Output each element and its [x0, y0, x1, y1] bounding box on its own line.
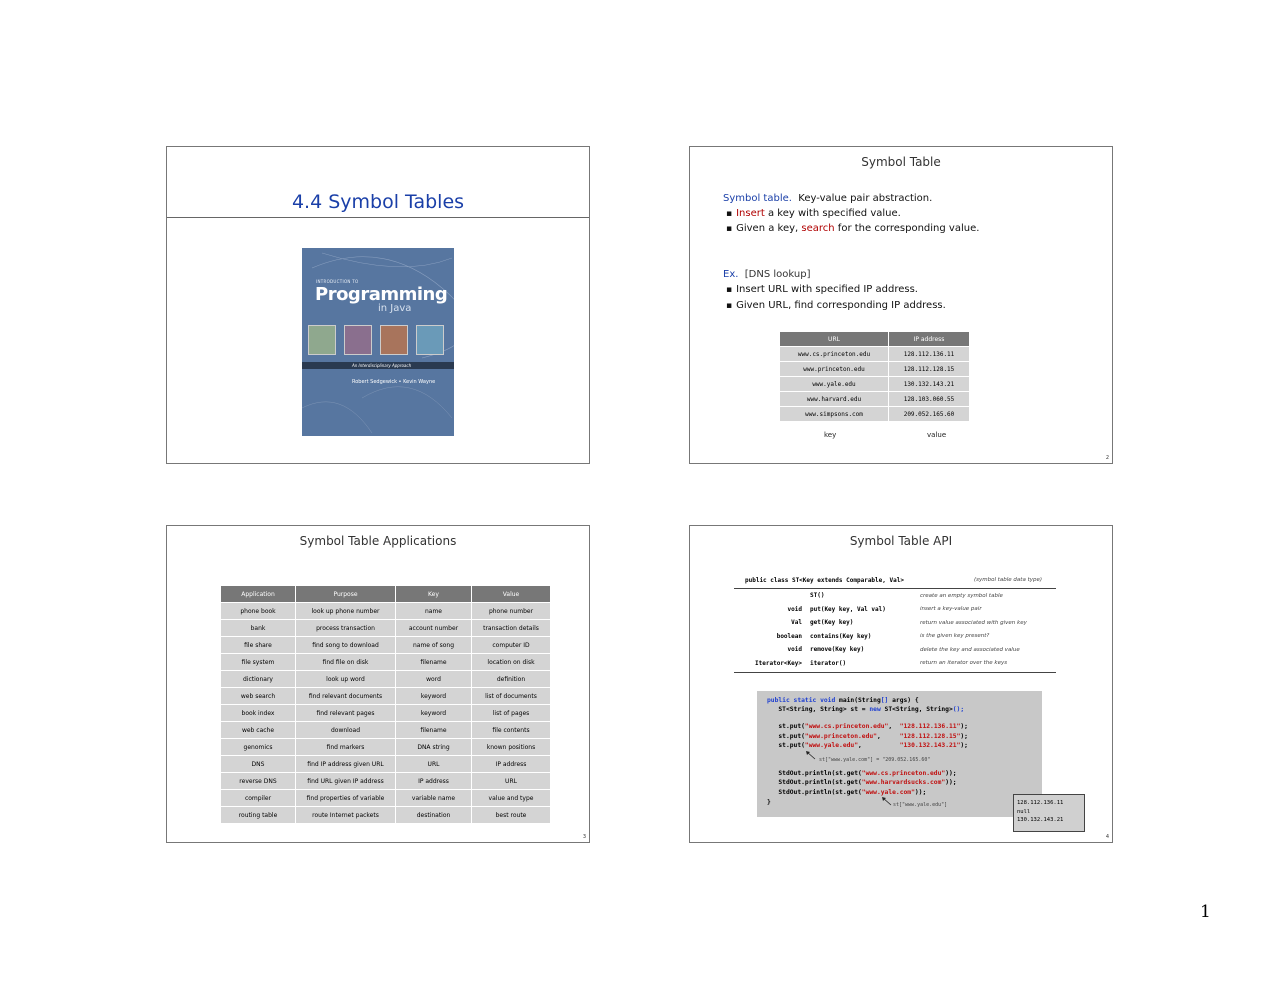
- table-row: [780, 407, 969, 421]
- title-divider: [167, 217, 589, 218]
- table-header-row: [221, 586, 550, 602]
- slide-4: [689, 525, 1113, 843]
- cover-tile-2: [344, 325, 372, 355]
- table-cell: IP address: [396, 773, 471, 789]
- table-cell: web cache: [221, 722, 295, 738]
- definition-label: Symbol table.: [723, 193, 792, 204]
- example-text: [DNS lookup]: [744, 269, 811, 280]
- definition-line: [723, 193, 932, 204]
- slide-3-title: Symbol Table Applications: [299, 534, 457, 548]
- table-cell: routing table: [221, 807, 295, 823]
- table-header: Key: [396, 586, 471, 602]
- table-cell: find song to download: [296, 637, 395, 653]
- table-cell: process transaction: [296, 620, 395, 636]
- table-cell: list of pages: [472, 705, 550, 721]
- slide-number: 3: [582, 834, 586, 840]
- method-signature: get(Key key): [810, 619, 854, 626]
- table-cell: find relevant documents: [296, 688, 395, 704]
- table-row: [221, 756, 550, 772]
- cover-tile-4: [416, 325, 444, 355]
- table-cell: bank: [221, 620, 295, 636]
- table-row: [221, 739, 550, 755]
- table-header: Value: [472, 586, 550, 602]
- table-cell: known positions: [472, 739, 550, 755]
- table-cell: download: [296, 722, 395, 738]
- code-line: StdOut.println(st.get("www.cs.princeton.edu"));: [767, 770, 957, 777]
- url-cell: www.cs.princeton.edu: [780, 347, 888, 361]
- search-rest: for the corresponding value.: [834, 223, 980, 234]
- table-cell: filename: [396, 722, 471, 738]
- key-label: key: [824, 431, 837, 439]
- table-header-row: [780, 332, 969, 346]
- table-cell: find file on disk: [296, 654, 395, 670]
- table-cell: name of song: [396, 637, 471, 653]
- bullet-search: ▪ Given a key, search for the corresponding value.: [726, 223, 980, 234]
- table-cell: DNA string: [396, 739, 471, 755]
- ip-cell: 128.112.136.11: [889, 347, 969, 361]
- table-row: [221, 671, 550, 687]
- method-signature: remove(Key key): [810, 646, 865, 653]
- table-cell: name: [396, 603, 471, 619]
- table-cell: dictionary: [221, 671, 295, 687]
- table-row: [221, 705, 550, 721]
- table-cell: computer ID: [472, 637, 550, 653]
- ip-cell: 130.132.143.21: [889, 377, 969, 391]
- code-block: [757, 691, 1042, 817]
- method-description: delete the key and associated value: [920, 646, 1020, 653]
- code-line: st.put("www.cs.princeton.edu", "128.112.136.11");: [767, 723, 968, 730]
- method-description: return an iterator over the keys: [920, 660, 1008, 666]
- url-cell: www.simpsons.com: [780, 407, 888, 421]
- method-return-type: Iterator<Key>: [755, 659, 802, 667]
- method-return-type: void: [787, 646, 802, 653]
- insert-rest: a key with specified value.: [764, 208, 901, 219]
- table-cell: keyword: [396, 705, 471, 721]
- search-pre: Given a key,: [736, 223, 802, 234]
- slide-1-title: 4.4 Symbol Tables: [291, 191, 465, 213]
- dns-table: [779, 331, 970, 422]
- table-header: Application: [221, 586, 295, 602]
- cover-subtitle: in Java: [378, 303, 412, 314]
- example-bullet-2: ▪ Given URL, find corresponding IP address.: [726, 300, 946, 311]
- table-row: [780, 362, 969, 376]
- table-cell: find IP address given URL: [296, 756, 395, 772]
- method-description: insert a key-value pair: [920, 606, 982, 612]
- table-row: [780, 377, 969, 391]
- table-header: Purpose: [296, 586, 395, 602]
- table-cell: find URL given IP address: [296, 773, 395, 789]
- page-number: 1: [1200, 902, 1211, 922]
- table-cell: find properties of variable: [296, 790, 395, 806]
- cover-authors: Robert Sedgewick • Kevin Wayne: [352, 379, 436, 385]
- slide-2: [689, 146, 1113, 464]
- slide-2-title: Symbol Table: [861, 155, 941, 169]
- slide-4-title: Symbol Table API: [849, 534, 953, 548]
- method-description: return value associated with given key: [920, 619, 1027, 626]
- applications-table: [220, 585, 551, 824]
- cover-title: Programming: [315, 284, 448, 305]
- table-cell: best route: [472, 807, 550, 823]
- cover-tile-1: [308, 325, 336, 355]
- code-line: st.put("www.princeton.edu", "128.112.128.15");: [767, 733, 968, 740]
- cover-intro: INTRODUCTION TO: [316, 279, 359, 284]
- code-line: public static void main(String[] args) {: [767, 697, 919, 704]
- table-cell: IP address: [472, 756, 550, 772]
- slide-number: 4: [1105, 834, 1109, 840]
- table-cell: find relevant pages: [296, 705, 395, 721]
- slide-1: [166, 146, 590, 464]
- example-label: Ex.: [723, 269, 739, 280]
- table-row: [221, 688, 550, 704]
- code-annotation-put: st["www.yale.com"] = "209.052.165.60": [819, 757, 931, 763]
- code-line: ST<String, String> st = new ST<String, String>();: [767, 706, 965, 713]
- api-divider-top: [734, 588, 1056, 589]
- table-row: [780, 347, 969, 361]
- table-cell: URL: [472, 773, 550, 789]
- book-cover: [302, 248, 454, 436]
- example-bullet-1: ▪ Insert URL with specified IP address.: [726, 284, 918, 295]
- slide-3: [166, 525, 590, 843]
- method-return-type: void: [787, 605, 802, 613]
- method-signature: ST(): [810, 592, 825, 599]
- table-row: [221, 773, 550, 789]
- url-cell: www.harvard.edu: [780, 392, 888, 406]
- value-label: value: [927, 431, 947, 439]
- api-divider-bottom: [734, 672, 1056, 673]
- output-line: null: [1017, 808, 1031, 815]
- table-cell: variable name: [396, 790, 471, 806]
- code-line: StdOut.println(st.get("www.harvardsucks.com"));: [767, 779, 957, 786]
- table-cell: look up word: [296, 671, 395, 687]
- table-row: [221, 603, 550, 619]
- table-cell: filename: [396, 654, 471, 670]
- table-cell: definition: [472, 671, 550, 687]
- table-cell: phone book: [221, 603, 295, 619]
- table-row: [780, 392, 969, 406]
- table-cell: location on disk: [472, 654, 550, 670]
- table-header: IP address: [889, 332, 969, 346]
- table-cell: route Internet packets: [296, 807, 395, 823]
- cover-band: [302, 362, 454, 369]
- table-cell: genomics: [221, 739, 295, 755]
- table-cell: file system: [221, 654, 295, 670]
- table-cell: keyword: [396, 688, 471, 704]
- table-cell: list of documents: [472, 688, 550, 704]
- example-bullet-1-text: Insert URL with specified IP address.: [736, 284, 918, 295]
- bullet-insert: ▪ Insert a key with specified value.: [726, 208, 901, 219]
- arrow-icon: [881, 796, 893, 806]
- output-line: 128.112.136.11: [1017, 800, 1064, 806]
- table-cell: compiler: [221, 790, 295, 806]
- cover-tile-3: [380, 325, 408, 355]
- table-cell: book index: [221, 705, 295, 721]
- table-cell: DNS: [221, 756, 295, 772]
- table-row: [221, 807, 550, 823]
- url-cell: www.yale.edu: [780, 377, 888, 391]
- class-description: (symbol table data type): [974, 577, 1043, 583]
- table-cell: word: [396, 671, 471, 687]
- method-signature: iterator(): [810, 659, 847, 667]
- method-return-type: Val: [791, 619, 802, 626]
- ip-cell: 209.052.165.60: [889, 407, 969, 421]
- table-cell: destination: [396, 807, 471, 823]
- method-return-type: boolean: [776, 632, 802, 640]
- method-signature: put(Key key, Val val): [810, 605, 886, 613]
- table-cell: phone number: [472, 603, 550, 619]
- table-row: [221, 722, 550, 738]
- cover-tagline: An Interdisciplinary Approach: [352, 363, 412, 368]
- ip-cell: 128.103.060.55: [889, 392, 969, 406]
- slide-number: 2: [1105, 455, 1109, 461]
- search-highlight: search: [801, 223, 835, 234]
- table-row: [221, 620, 550, 636]
- table-cell: URL: [396, 756, 471, 772]
- table-cell: value and type: [472, 790, 550, 806]
- table-row: [221, 654, 550, 670]
- code-line: }: [767, 799, 771, 806]
- url-cell: www.princeton.edu: [780, 362, 888, 376]
- method-description: is the given key present?: [920, 633, 990, 639]
- table-cell: file contents: [472, 722, 550, 738]
- method-signature: contains(Key key): [810, 632, 872, 640]
- table-cell: transaction details: [472, 620, 550, 636]
- table-cell: find markers: [296, 739, 395, 755]
- insert-highlight: Insert: [736, 208, 765, 219]
- example-line: [723, 269, 810, 280]
- table-header: URL: [780, 332, 888, 346]
- table-cell: account number: [396, 620, 471, 636]
- ip-cell: 128.112.128.15: [889, 362, 969, 376]
- arrow-icon: [805, 750, 817, 760]
- table-cell: web search: [221, 688, 295, 704]
- definition-text: Key-value pair abstraction.: [798, 193, 933, 204]
- table-row: [221, 637, 550, 653]
- class-signature: public class ST<Key extends Comparable, Val>: [745, 577, 904, 584]
- table-cell: file share: [221, 637, 295, 653]
- code-line: StdOut.println(st.get("www.yale.com"));: [767, 789, 927, 796]
- table-cell: reverse DNS: [221, 773, 295, 789]
- program-output: [1013, 794, 1085, 832]
- method-description: create an empty symbol table: [920, 592, 1003, 599]
- table-row: [221, 790, 550, 806]
- output-line: 130.132.143.21: [1017, 817, 1064, 823]
- table-cell: look up phone number: [296, 603, 395, 619]
- example-bullet-2-text: Given URL, find corresponding IP address.: [736, 300, 946, 311]
- code-line: st.put("www.yale.edu", "130.132.143.21");: [767, 742, 968, 749]
- code-annotation-get: st["www.yale.edu"]: [893, 802, 948, 808]
